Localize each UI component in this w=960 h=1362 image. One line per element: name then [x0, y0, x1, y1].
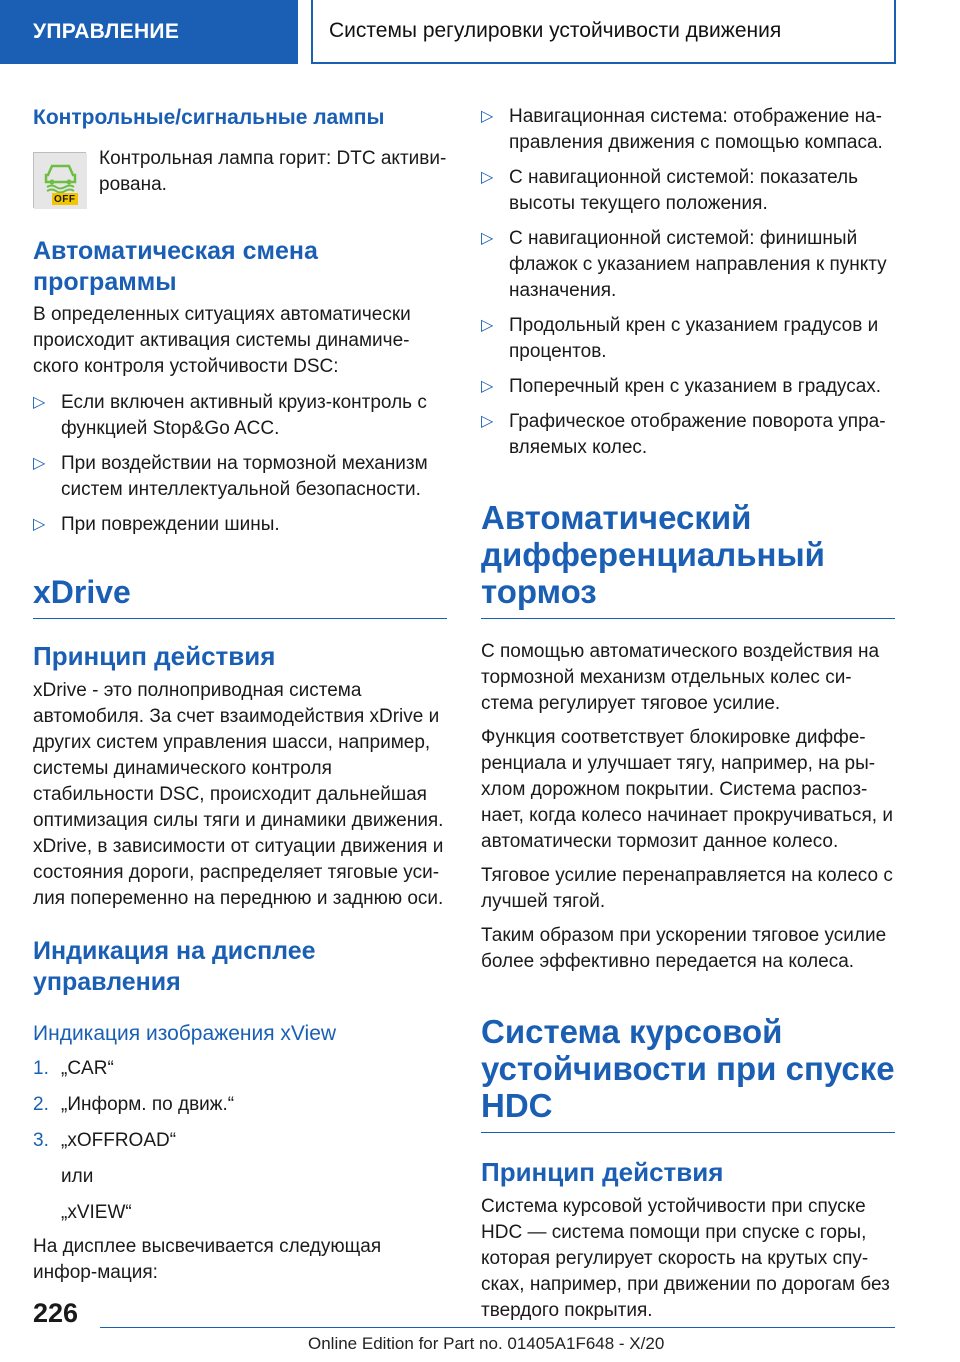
list-item	[481, 409, 895, 461]
xview-alt: „xVIEW“	[61, 1202, 132, 1223]
list-item-text: Графическое отображение поворота упра-вляемых колес.	[509, 411, 886, 458]
auto-change-heading: Автоматическая смена программы	[33, 237, 318, 296]
principle-heading: Принцип действия	[33, 641, 276, 671]
hdc-heading	[481, 1013, 895, 1133]
footer-rule	[100, 1327, 895, 1328]
lamp-row	[33, 146, 447, 208]
section-tab	[0, 0, 298, 64]
list-item	[33, 451, 447, 503]
principle-paragraph: xDrive - это полноприводная система автомобиля. За счет взаимодействия xDrive и других систем управления шасси, например, системы динамического контроля стабильности DSC, происходит дальнейшая оптимизация силы тяги и динамики движения. xDrive, в зависимости от ситуации движения и состояния дороги, распределяет тяговые уси-лия попеременно на переднюю и заднюю оси.	[33, 680, 444, 909]
list-item	[481, 104, 895, 156]
page-header-title-box	[311, 0, 896, 64]
list-number: 1.	[33, 1058, 49, 1079]
list-item-text: При воздействии на тормозной механизм систем интеллектуальной безопасности.	[61, 453, 428, 500]
list-item-text: Если включен активный круиз-контроль с функцией Stop&Go ACC.	[61, 392, 427, 439]
list-item-text: Продольный крен с указанием градусов и процентов.	[509, 315, 879, 362]
list-item-text: С навигационной системой: показатель высоты текущего положения.	[509, 167, 859, 214]
adb-paragraph: С помощью автоматического воздействия на тормозной механизм отдельных колес си-стема регулирует тяговое усилие.	[481, 641, 880, 714]
list-item-text: С навигационной системой: финишный флажок с указанием направления к пункту назначения.	[509, 228, 887, 301]
xview-or: или	[61, 1166, 94, 1187]
left-column	[33, 100, 447, 1286]
xview-list	[33, 1056, 447, 1154]
list-item-text: При повреждении шины.	[61, 514, 280, 535]
triangle-bullet-icon: ▷	[33, 455, 46, 472]
adb-heading	[481, 499, 895, 619]
list-item	[33, 1128, 447, 1154]
list-item	[33, 1092, 447, 1118]
xdrive-heading	[33, 574, 447, 619]
adb-paragraph: Тяговое усилие перенаправляется на колесо с лучшей тягой.	[481, 865, 893, 912]
page-header-title: Системы регулировки устойчивости движения	[329, 19, 782, 42]
display-heading: Индикация на дисплее управления	[33, 937, 316, 996]
hdc-principle-heading: Принцип действия	[481, 1157, 724, 1187]
triangle-bullet-icon: ▷	[481, 230, 494, 247]
triangle-bullet-icon: ▷	[481, 317, 494, 334]
xdrive-heading-text: xDrive	[33, 574, 131, 610]
list-item	[33, 390, 447, 442]
display-info-list	[481, 104, 895, 461]
triangle-bullet-icon: ▷	[481, 378, 494, 395]
auto-change-paragraph: В определенных ситуациях автоматически происходит активация системы динамиче-ского контроля устойчивости DSC:	[33, 304, 411, 377]
lamp-description: Контрольная лампа горит: DTC активи-рована.	[99, 148, 447, 195]
lamp-off-label: OFF	[54, 194, 76, 205]
list-item	[33, 1056, 447, 1082]
dtc-off-lamp-icon	[33, 152, 86, 208]
page-number: 226	[33, 1298, 79, 1328]
xview-heading: Индикация изображения xView	[33, 1022, 337, 1045]
list-item-text: „Информ. по движ.“	[61, 1094, 235, 1115]
list-item-text: Навигационная система: отображение на-правления движения с помощью компаса.	[509, 106, 883, 153]
triangle-bullet-icon: ▷	[33, 516, 46, 533]
triangle-bullet-icon: ▷	[481, 413, 494, 430]
right-column	[481, 100, 895, 1324]
triangle-bullet-icon: ▷	[33, 394, 46, 411]
list-item	[481, 313, 895, 365]
list-number: 2.	[33, 1094, 49, 1115]
hdc-paragraph: Система курсовой устойчивости при спуске HDC — система помощи при спуске с горы, которая регулирует скорость на крутых спу-сках, например, при движении по дорогам без твердого покрытия.	[481, 1196, 890, 1321]
triangle-bullet-icon: ▷	[481, 108, 494, 125]
footer-edition: Online Edition for Part no. 01405A1F648 - X/20	[308, 1334, 665, 1353]
hdc-heading-text: Система курсовой устойчивости при спуске HDC	[481, 1013, 895, 1124]
list-item-text: „xOFFROAD“	[61, 1130, 177, 1151]
adb-paragraph: Функция соответствует блокировке диффе-ренциала и улучшает тягу, например, на ры-хлом дорожном покрытии. Система распоз-нает, когда колесо начинает прокручиваться, и автоматически тормозит данное колесо.	[481, 727, 893, 852]
list-item-text: Поперечный крен с указанием в градусах.	[509, 376, 882, 397]
lamps-heading: Контрольные/сигнальные лампы	[33, 106, 385, 129]
list-number: 3.	[33, 1130, 49, 1151]
list-item	[481, 165, 895, 217]
adb-heading-text: Автоматический дифференциальный тормоз	[481, 499, 825, 610]
display-paragraph: На дисплее высвечивается следующая инфор-мация:	[33, 1236, 382, 1283]
list-item	[481, 226, 895, 304]
auto-change-list	[33, 390, 447, 538]
list-item-text: „CAR“	[61, 1058, 114, 1079]
list-item	[33, 512, 447, 538]
adb-paragraph: Таким образом при ускорении тяговое усилие более эффективно передается на колеса.	[481, 925, 887, 972]
triangle-bullet-icon: ▷	[481, 169, 494, 186]
list-item	[481, 374, 895, 400]
section-label: УПРАВЛЕНИЕ	[33, 20, 180, 43]
